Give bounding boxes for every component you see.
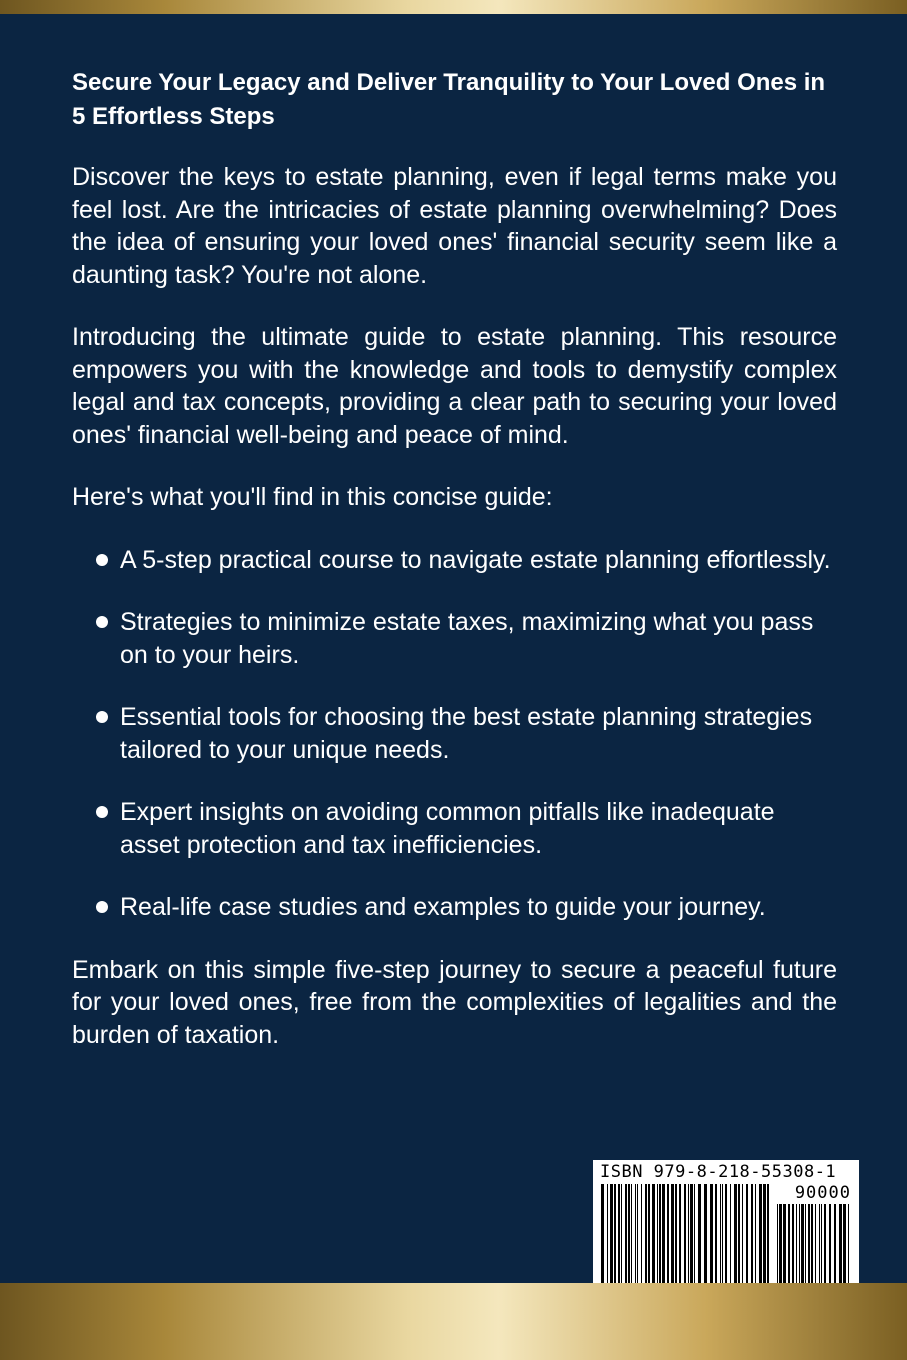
barcode-bar [671,1184,674,1284]
isbn-number: ISBN 979-8-218-55308-1 [600,1162,837,1182]
barcode-bar [631,1184,632,1284]
barcode-bar [829,1204,831,1284]
feature-list [72,544,837,924]
barcode-bar [777,1204,778,1284]
barcode-bar [779,1204,782,1284]
barcode-bar [618,1184,620,1284]
barcode-bar [720,1184,721,1284]
barcode-bar [755,1184,756,1284]
barcode-bar [834,1204,836,1284]
barcode-bar [601,1184,604,1284]
barcode-bar [662,1184,665,1284]
barcode-bar [675,1184,677,1284]
barcode-bar [821,1204,822,1284]
barcode-bar [698,1184,701,1284]
barcode-bar [625,1184,627,1284]
barcode-bar [614,1184,616,1284]
barcode-bar [688,1184,689,1284]
barcode-bar [694,1184,695,1284]
barcode-bar [742,1184,743,1284]
barcode-bar [751,1184,753,1284]
bullet-icon [96,554,108,566]
barcode-bar [641,1184,642,1284]
barcode-bar [704,1184,707,1284]
barcode-bar [684,1184,686,1284]
barcode-bar [659,1184,661,1284]
barcode-bar [635,1184,636,1284]
barcode-bar [715,1184,717,1284]
barcode-bar [799,1204,800,1284]
barcode-bar [801,1204,804,1284]
barcode-bar [657,1184,658,1284]
barcode-bar [767,1184,769,1284]
bullet-icon [96,711,108,723]
bullet-icon [96,806,108,818]
barcode-bar [805,1204,806,1284]
headline: Secure Your Legacy and Deliver Tranquility to Your Loved Ones in 5 Effortless Steps [72,69,826,130]
barcode-bar [738,1184,740,1284]
barcode-bar [783,1204,786,1284]
barcode-bar [690,1184,693,1284]
list-item: Real-life case studies and examples to guide your journey. [72,891,837,924]
list-item: Strategies to minimize estate taxes, maximizing what you pass on to your heirs. [72,606,837,671]
list-intro: Here's what you'll find in this concise guide: [72,483,553,511]
barcode-bar [610,1184,613,1284]
barcode-bar [759,1184,762,1284]
barcode-bar [788,1204,790,1284]
barcode-bar [637,1184,638,1284]
barcode-bar [815,1204,816,1284]
list-item: A 5-step practical course to navigate estate planning effortlessly. [72,544,837,577]
paragraph-introducing: Introducing the ultimate guide to estate planning. This resource empowers you with the knowledge and tools to demystify complex legal and tax concepts, providing a clear path to securing your loved ones' financial well-being and peace of mind. [72,323,837,449]
barcode-bar [796,1204,797,1284]
barcode-bar [734,1184,737,1284]
barcode-bar [621,1184,622,1284]
back-cover-copy [72,66,837,1081]
list-item: Expert insights on avoiding common pitfalls like inadequate asset protection and tax inefficiencies. [72,796,837,861]
paragraph-intro: Discover the keys to estate planning, even if legal terms make you feel lost. Are the intricacies of estate planning overwhelming? Does the idea of ensuring your loved ones' financial security seem like a daunting task? You're not alone. [72,163,837,289]
barcode-bar [819,1204,820,1284]
barcode-bar [843,1204,846,1284]
barcode-bar [679,1184,681,1284]
gold-border-top [0,0,907,14]
barcode-bar [811,1204,813,1284]
barcode-bar [667,1184,669,1284]
barcode-bar [839,1204,842,1284]
bullet-icon [96,901,108,913]
barcode-bar [628,1184,630,1284]
barcode-bar [607,1184,608,1284]
barcode-bar [763,1184,766,1284]
barcode-bar [792,1204,794,1284]
barcode-bar [824,1204,826,1284]
barcode-bar [710,1184,713,1284]
addon-bars [777,1204,851,1284]
ean-bars [601,1184,773,1284]
barcode-bar [648,1184,650,1284]
barcode-bar [808,1204,810,1284]
barcode-bar [645,1184,647,1284]
bullet-icon [96,616,108,628]
barcode-bar [722,1184,723,1284]
price-code: 90000 [794,1183,851,1203]
closing-paragraph: Embark on this simple five-step journey to secure a peaceful future for your loved ones, free from the complexities of legalities and the burden of taxation. [72,955,837,1049]
barcode-bar [730,1184,731,1284]
gold-border-bottom [0,1283,907,1360]
barcode-bar [746,1184,748,1284]
barcode-bar [725,1184,727,1284]
list-item: Essential tools for choosing the best estate planning strategies tailored to your unique needs. [72,701,837,766]
barcode-bar [848,1204,849,1284]
barcode-bar [652,1184,655,1284]
